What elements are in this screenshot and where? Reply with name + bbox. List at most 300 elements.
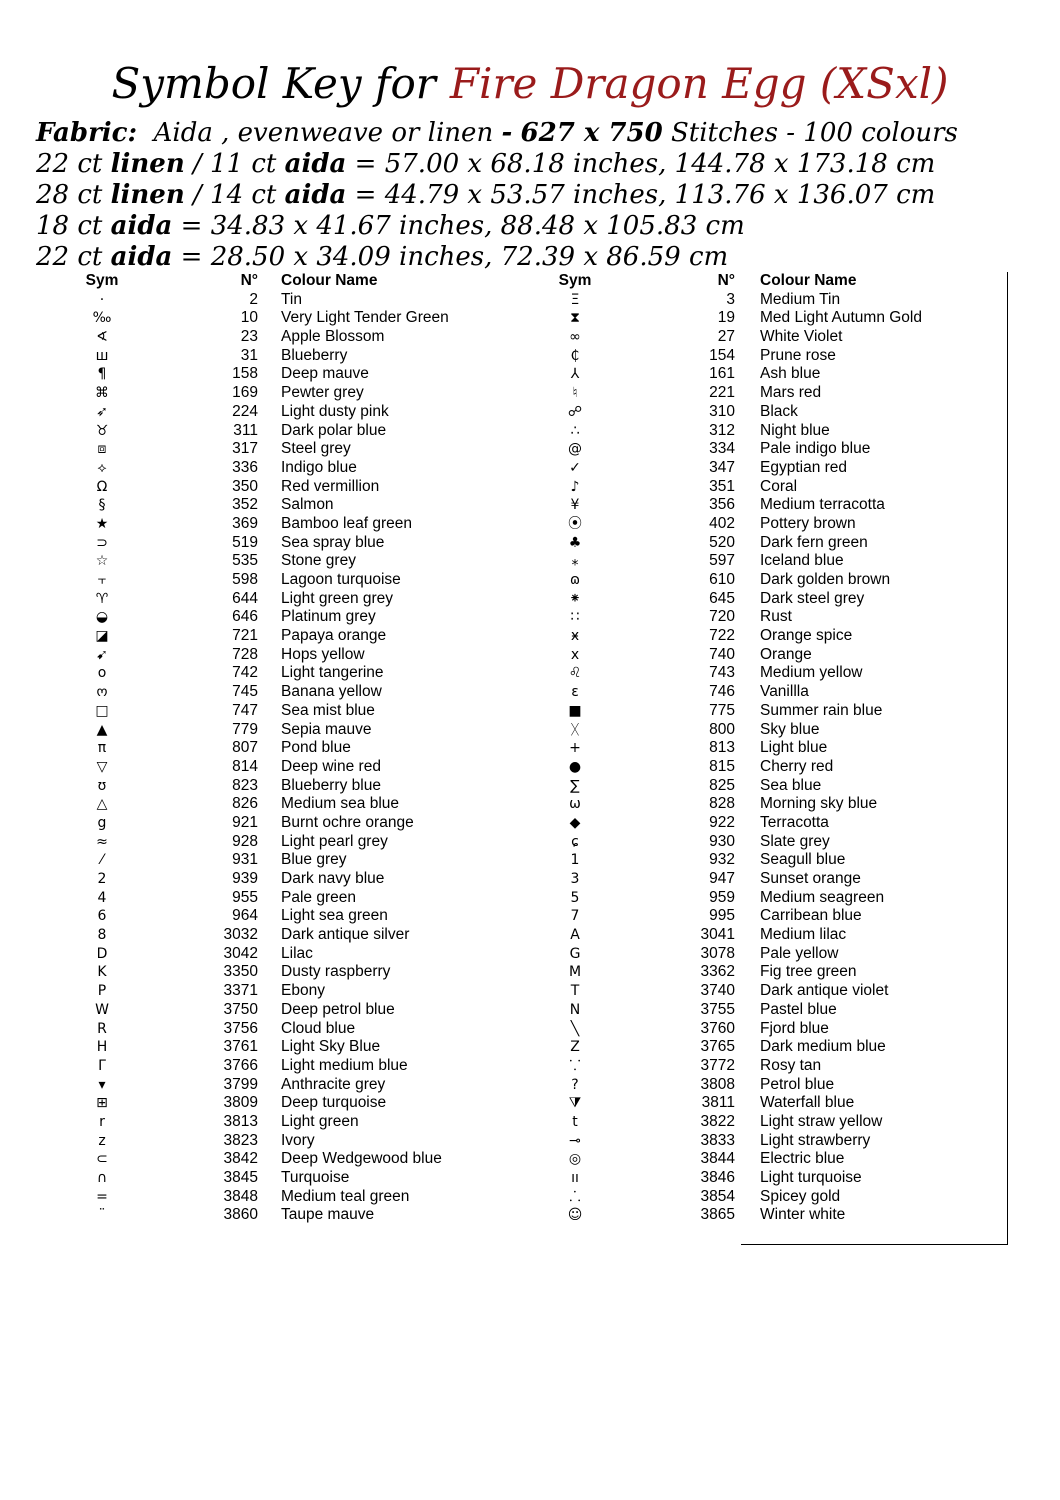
size-line bbox=[36, 211, 1036, 242]
colour-name: Deep wine red bbox=[281, 757, 381, 775]
thread-number: 224 bbox=[232, 402, 258, 420]
stitch-symbol: ¥ bbox=[570, 497, 580, 514]
stitch-symbol: ∢ bbox=[96, 329, 108, 346]
colour-name: Deep petrol blue bbox=[281, 1000, 395, 1018]
stitch-symbol: ◒ bbox=[95, 609, 109, 626]
stitch-symbol: N bbox=[569, 1001, 581, 1018]
colour-name: Dark fern green bbox=[760, 533, 868, 551]
stitch-symbol: ɕ bbox=[571, 833, 579, 850]
thread-number: 597 bbox=[709, 552, 735, 570]
pattern-name: Fire Dragon Egg (XSxl) bbox=[449, 59, 949, 108]
colour-name: Apple Blossom bbox=[281, 328, 385, 346]
size-text: = 28.50 x 34.09 inches, 72.39 x 86.59 cm bbox=[172, 242, 729, 272]
size-text: / 11 ct bbox=[184, 149, 285, 179]
stitch-symbol: ᚷ bbox=[570, 721, 580, 738]
stitch-symbol: ⁎ bbox=[571, 553, 579, 570]
colour-name: Sunset orange bbox=[760, 870, 861, 887]
stitch-symbol: ? bbox=[571, 1076, 579, 1093]
colour-name: Ash blue bbox=[760, 365, 821, 383]
thread-number: 3865 bbox=[700, 1206, 735, 1224]
thread-number: 3822 bbox=[700, 1112, 735, 1130]
thread-number: 3844 bbox=[700, 1150, 735, 1168]
stitch-symbol: ɷ bbox=[569, 572, 581, 588]
colour-name: Sea blue bbox=[760, 776, 822, 794]
colour-name: Waterfall blue bbox=[760, 1094, 855, 1112]
stitch-symbol: 1 bbox=[570, 852, 580, 869]
thread-number: 3 bbox=[726, 290, 735, 308]
stitch-symbol: K bbox=[97, 964, 107, 981]
colour-name: Ebony bbox=[281, 982, 325, 1000]
colour-name: Cherry red bbox=[760, 757, 834, 775]
stitch-symbol: ∴ bbox=[570, 422, 580, 439]
colour-name: Dark golden brown bbox=[760, 571, 891, 588]
stitch-symbol: ⊃ bbox=[96, 534, 108, 551]
stitch-symbol: 8 bbox=[97, 927, 107, 944]
thread-number: 939 bbox=[232, 870, 258, 887]
stitch-symbol: ☺ bbox=[567, 1207, 583, 1224]
thread-number: 747 bbox=[232, 701, 258, 719]
thread-number: 2 bbox=[249, 290, 258, 308]
thread-number: 3760 bbox=[700, 1019, 735, 1037]
stitch-symbol: ∑ bbox=[570, 777, 580, 794]
thread-number: 814 bbox=[232, 757, 258, 775]
colour-name: Night blue bbox=[760, 421, 830, 439]
colour-name: Rust bbox=[760, 608, 792, 626]
colour-name: Blueberry blue bbox=[281, 776, 381, 794]
stitch-symbol: § bbox=[98, 497, 106, 514]
table-bottom-border bbox=[741, 1244, 1008, 1245]
fabric-label: Fabric: bbox=[36, 118, 138, 148]
thread-number: 317 bbox=[232, 440, 258, 458]
stitch-symbol: M bbox=[568, 964, 582, 981]
page-title bbox=[0, 58, 1060, 110]
colour-name: Winter white bbox=[760, 1206, 846, 1224]
thread-number: 3811 bbox=[701, 1094, 735, 1112]
colour-name: Morning sky blue bbox=[760, 795, 878, 813]
stitch-symbol: ◪ bbox=[95, 628, 109, 645]
thread-number: 351 bbox=[709, 477, 735, 495]
thread-number: 721 bbox=[232, 627, 258, 645]
stitch-symbol: g bbox=[97, 814, 107, 831]
stitch-symbol: z bbox=[98, 1132, 106, 1149]
stitch-symbol: P bbox=[97, 983, 107, 1000]
thread-number: 928 bbox=[232, 832, 258, 850]
fabric-suffix: Stitches - 100 colours bbox=[670, 118, 958, 148]
stitch-symbol: ⟡ bbox=[97, 459, 107, 476]
colour-name: Sky blue bbox=[760, 720, 820, 738]
colour-name: Dark antique silver bbox=[281, 926, 410, 944]
stitch-symbol: ♈ bbox=[95, 590, 109, 607]
colour-name: Stone grey bbox=[281, 552, 356, 570]
colour-name: Anthracite grey bbox=[281, 1075, 386, 1093]
stitch-symbol: ♉ bbox=[95, 422, 109, 439]
thread-number: 23 bbox=[240, 328, 258, 346]
thread-number: 610 bbox=[709, 571, 735, 588]
colour-name: Dark polar blue bbox=[281, 421, 387, 439]
stitch-symbol: ➹ bbox=[96, 646, 108, 663]
colour-name: Pale yellow bbox=[760, 944, 839, 962]
stitch-symbol: ♪ bbox=[570, 478, 580, 495]
colour-name: Black bbox=[760, 402, 798, 420]
colour-name: Slate grey bbox=[760, 832, 830, 850]
colour-name: Light blue bbox=[760, 739, 828, 757]
stitch-symbol: ⁄ bbox=[100, 852, 104, 869]
thread-number: 10 bbox=[240, 309, 258, 327]
colour-name: Papaya orange bbox=[281, 627, 387, 645]
thread-number: 644 bbox=[232, 589, 258, 607]
thread-number: 815 bbox=[709, 757, 735, 775]
size-fabric: aida bbox=[110, 211, 173, 241]
colour-name: Light sea green bbox=[281, 907, 388, 925]
colour-name: Petrol blue bbox=[760, 1075, 835, 1093]
title-prefix: Symbol Key for bbox=[111, 59, 436, 108]
thread-number: 3813 bbox=[223, 1112, 258, 1130]
thread-number: 3823 bbox=[223, 1131, 258, 1149]
colour-name: Rosy tan bbox=[760, 1056, 822, 1074]
thread-number: 312 bbox=[709, 421, 735, 439]
stitch-symbol: ∞ bbox=[569, 329, 581, 346]
colour-name: Light strawberry bbox=[760, 1131, 871, 1149]
thread-number: 743 bbox=[709, 664, 735, 682]
stitch-symbol: Γ bbox=[98, 1057, 106, 1074]
thread-number: 356 bbox=[709, 496, 735, 514]
thread-number: 3846 bbox=[700, 1169, 735, 1186]
thread-number: 3740 bbox=[700, 982, 735, 1000]
thread-number: 740 bbox=[709, 645, 735, 663]
thread-number: 3799 bbox=[223, 1075, 258, 1093]
thread-number: 932 bbox=[709, 851, 735, 869]
stitch-symbol: G bbox=[569, 945, 581, 962]
colour-name: Deep mauve bbox=[281, 365, 369, 383]
thread-number: 169 bbox=[232, 384, 258, 402]
number-header: N° bbox=[240, 272, 258, 289]
thread-number: 519 bbox=[232, 533, 258, 551]
thread-number: 3833 bbox=[700, 1131, 735, 1149]
stitch-symbol: T bbox=[570, 983, 580, 1000]
colour-name: Light tangerine bbox=[281, 664, 384, 682]
stitch-symbol: ▽ bbox=[96, 758, 108, 775]
thread-number: 3854 bbox=[700, 1187, 735, 1205]
stitch-symbol: ■ bbox=[568, 702, 582, 719]
colour-name: Medium lilac bbox=[760, 926, 847, 944]
thread-number: 3371 bbox=[223, 982, 258, 1000]
stitch-symbol: Ξ bbox=[570, 291, 580, 308]
size-text: = 34.83 x 41.67 inches, 88.48 x 105.83 cm bbox=[172, 211, 745, 241]
thread-number: 922 bbox=[709, 813, 735, 831]
stitch-symbol: ∩ bbox=[96, 1170, 108, 1186]
thread-number: 959 bbox=[709, 888, 735, 906]
stitch-symbol: ∷ bbox=[570, 609, 580, 626]
stitch-symbol: ⁕ bbox=[569, 590, 581, 607]
colour-name: Orange spice bbox=[760, 627, 853, 645]
thread-number: 158 bbox=[232, 365, 258, 383]
colour-name: Spicey gold bbox=[760, 1187, 841, 1205]
colour-name: Platinum grey bbox=[281, 608, 376, 626]
stitch-symbol: H bbox=[96, 1039, 108, 1056]
stitch-symbol: ♣ bbox=[568, 534, 582, 551]
thread-number: 598 bbox=[232, 571, 258, 588]
thread-number: 742 bbox=[232, 664, 258, 682]
stitch-symbol: ӿ bbox=[570, 628, 580, 645]
colour-name: Dark antique violet bbox=[760, 982, 889, 1000]
colour-name: Red vermillion bbox=[281, 477, 380, 495]
stitch-symbol: □ bbox=[95, 702, 109, 719]
thread-number: 3842 bbox=[223, 1150, 258, 1168]
stitch-symbol: 7 bbox=[570, 908, 580, 925]
size-line bbox=[36, 180, 1036, 211]
thread-number: 728 bbox=[232, 645, 258, 663]
colour-name: Medium Tin bbox=[760, 290, 841, 308]
stitch-symbol: ₵ bbox=[570, 347, 580, 364]
thread-number: 221 bbox=[709, 384, 735, 402]
stitch-symbol: ✓ bbox=[569, 459, 581, 476]
thread-number: 350 bbox=[232, 477, 258, 495]
stitch-symbol: ◎ bbox=[568, 1151, 582, 1168]
thread-number: 3765 bbox=[700, 1038, 735, 1056]
thread-number: 154 bbox=[709, 346, 735, 364]
colour-name: Dusty raspberry bbox=[281, 963, 391, 981]
thread-number: 3766 bbox=[223, 1056, 258, 1074]
size-line bbox=[36, 149, 1036, 180]
colour-name: Light pearl grey bbox=[281, 832, 388, 850]
thread-number: 931 bbox=[232, 851, 258, 869]
colour-name-header: Colour Name bbox=[760, 272, 857, 289]
thread-number: 352 bbox=[232, 496, 258, 514]
colour-name: Vanillla bbox=[760, 683, 809, 701]
colour-name: Light green grey bbox=[281, 589, 394, 607]
colour-name: Pond blue bbox=[281, 739, 351, 757]
stitch-symbol: ¨ bbox=[98, 1207, 106, 1224]
thread-number: 347 bbox=[709, 458, 735, 476]
stitch-symbol: ▲ bbox=[96, 721, 108, 738]
stitch-symbol: 3 bbox=[570, 871, 580, 887]
colour-name: Pastel blue bbox=[760, 1000, 837, 1018]
stitch-symbol: ★ bbox=[95, 515, 109, 532]
thread-number: 3362 bbox=[700, 963, 735, 981]
colour-name: Light dusty pink bbox=[281, 402, 389, 420]
colour-name: Hops yellow bbox=[281, 645, 365, 663]
stitch-symbol: @ bbox=[568, 441, 582, 458]
thread-number: 995 bbox=[709, 907, 735, 925]
size-text: = 44.79 x 53.57 inches, 113.76 x 136.07 cm bbox=[346, 180, 936, 210]
thread-number: 921 bbox=[232, 813, 258, 831]
colour-name: Light straw yellow bbox=[760, 1112, 883, 1130]
thread-number: 722 bbox=[709, 627, 735, 645]
stitch-symbol: 2 bbox=[97, 871, 107, 887]
colour-name: Blueberry bbox=[281, 346, 348, 364]
colour-name: Coral bbox=[760, 477, 798, 495]
size-fabric: aida bbox=[284, 180, 347, 210]
stitch-symbol: R bbox=[97, 1020, 107, 1037]
thread-number: 823 bbox=[232, 776, 258, 794]
stitch-symbol: x bbox=[570, 646, 580, 663]
thread-number: 369 bbox=[232, 514, 258, 532]
stitch-symbol: W bbox=[95, 1001, 109, 1018]
size-text: 28 ct bbox=[36, 180, 111, 210]
stitch-symbol: ш bbox=[95, 347, 109, 364]
stitch-symbol: ⫟ bbox=[97, 572, 107, 588]
stitch-symbol: r bbox=[99, 1113, 105, 1130]
stitch-symbol: ⅄ bbox=[570, 366, 580, 383]
size-text: 22 ct bbox=[36, 149, 111, 179]
thread-number: 3032 bbox=[223, 926, 258, 944]
stitch-symbol: ≈ bbox=[96, 833, 108, 850]
thread-number: 3772 bbox=[700, 1056, 735, 1074]
thread-number: 311 bbox=[233, 421, 258, 439]
stitch-symbol: ♌ bbox=[568, 665, 582, 682]
thread-number: 3755 bbox=[700, 1000, 735, 1018]
thread-number: 3860 bbox=[223, 1206, 258, 1224]
thread-number: 3350 bbox=[223, 963, 258, 981]
thread-number: 336 bbox=[232, 458, 258, 476]
colour-name: Sea spray blue bbox=[281, 533, 385, 551]
colour-name: Medium terracotta bbox=[760, 496, 885, 514]
colour-name: Terracotta bbox=[760, 813, 829, 831]
colour-name: Pale indigo blue bbox=[760, 440, 871, 458]
colour-name: Light green bbox=[281, 1112, 359, 1130]
thread-number: 3750 bbox=[223, 1000, 258, 1018]
thread-number: 535 bbox=[232, 552, 258, 570]
table-right-border bbox=[1007, 272, 1008, 1244]
colour-name: Taupe mauve bbox=[281, 1206, 375, 1224]
stitch-symbol: ➶ bbox=[96, 403, 108, 420]
colour-name: Turquoise bbox=[281, 1169, 350, 1186]
stitch-symbol: ⊂ bbox=[96, 1151, 108, 1168]
sym-header: Sym bbox=[85, 272, 119, 289]
fabric-line bbox=[36, 118, 1036, 149]
colour-name: Bamboo leaf green bbox=[281, 514, 412, 532]
stitch-symbol: 6 bbox=[97, 908, 107, 925]
colour-name: Light turquoise bbox=[760, 1169, 862, 1186]
size-fabric: linen bbox=[110, 180, 185, 210]
colour-name: Dark navy blue bbox=[281, 870, 385, 887]
stitch-symbol: ☆ bbox=[95, 553, 109, 570]
stitch-symbol: ⸫ bbox=[569, 1188, 581, 1205]
stitch-symbol: = bbox=[96, 1188, 108, 1205]
stitch-symbol: D bbox=[96, 945, 108, 962]
size-line bbox=[36, 242, 1036, 273]
stitch-symbol: Ω bbox=[96, 478, 108, 495]
colour-name: Sea mist blue bbox=[281, 701, 375, 719]
stitch-symbol: ʊ bbox=[97, 777, 107, 794]
stitch-symbol: Z bbox=[570, 1039, 580, 1056]
colour-name: White Violet bbox=[760, 328, 843, 346]
thread-number: 3809 bbox=[223, 1094, 258, 1112]
thread-number: 775 bbox=[709, 701, 735, 719]
colour-name: Indigo blue bbox=[281, 458, 357, 476]
colour-name: Med Light Autumn Gold bbox=[760, 309, 922, 327]
thread-number: 646 bbox=[232, 608, 258, 626]
stitch-symbol: t bbox=[572, 1113, 578, 1130]
thread-number: 310 bbox=[709, 402, 735, 420]
stitch-symbol: 4 bbox=[97, 889, 107, 906]
colour-name: Light medium blue bbox=[281, 1056, 408, 1074]
sym-header: Sym bbox=[558, 272, 592, 289]
size-fabric: aida bbox=[110, 242, 173, 272]
number-header: N° bbox=[717, 272, 735, 289]
colour-name: Banana yellow bbox=[281, 683, 382, 701]
colour-name: Ivory bbox=[281, 1131, 315, 1149]
colour-name: Medium teal green bbox=[281, 1187, 410, 1205]
thread-number: 3041 bbox=[700, 926, 735, 944]
thread-number: 828 bbox=[709, 795, 735, 813]
colour-name: Steel grey bbox=[281, 440, 351, 458]
colour-name: Dark steel grey bbox=[760, 589, 865, 607]
colour-name: Fjord blue bbox=[760, 1019, 829, 1037]
colour-name: Fig tree green bbox=[760, 963, 857, 981]
thread-number: 3042 bbox=[223, 944, 258, 962]
size-text: = 57.00 x 68.18 inches, 144.78 x 173.18 cm bbox=[346, 149, 936, 179]
thread-number: 31 bbox=[240, 346, 258, 364]
stitch-symbol: ε bbox=[571, 684, 579, 701]
colour-name: Very Light Tender Green bbox=[281, 309, 449, 327]
stitch-symbol: ╲ bbox=[570, 1020, 580, 1037]
thread-number: 402 bbox=[709, 514, 735, 532]
thread-number: 930 bbox=[709, 832, 735, 850]
colour-name: Medium seagreen bbox=[760, 888, 885, 906]
size-fabric: aida bbox=[284, 149, 347, 179]
thread-number: 720 bbox=[709, 608, 735, 626]
thread-number: 745 bbox=[232, 683, 258, 701]
colour-name: Lilac bbox=[281, 944, 313, 962]
stitch-symbol: ⊞ bbox=[96, 1095, 108, 1112]
colour-name: Iceland blue bbox=[760, 552, 844, 570]
colour-name: Orange bbox=[760, 645, 812, 663]
colour-name: Burnt ochre orange bbox=[281, 813, 414, 831]
thread-number: 955 bbox=[232, 888, 258, 906]
colour-name: Dark medium blue bbox=[760, 1038, 886, 1056]
colour-name: Deep Wedgewood blue bbox=[281, 1150, 442, 1168]
thread-number: 947 bbox=[709, 870, 735, 887]
thread-number: 19 bbox=[717, 309, 735, 327]
colour-name: Cloud blue bbox=[281, 1019, 356, 1037]
size-text: 18 ct bbox=[36, 211, 111, 241]
colour-name: Seagull blue bbox=[760, 851, 846, 869]
colour-name: Electric blue bbox=[760, 1150, 845, 1168]
colour-name: Summer rain blue bbox=[760, 701, 883, 719]
colour-name: Medium yellow bbox=[760, 664, 863, 682]
thread-number: 3761 bbox=[223, 1038, 258, 1056]
stitch-symbol: o bbox=[97, 665, 107, 682]
stitch-symbol: π bbox=[97, 740, 107, 757]
colour-name: Sepia mauve bbox=[281, 720, 372, 738]
colour-name: Lagoon turquoise bbox=[281, 571, 401, 588]
thread-number: 334 bbox=[709, 440, 735, 458]
stitch-symbol: △ bbox=[96, 796, 108, 813]
stitch-count: 627 x 750 bbox=[520, 118, 663, 148]
colour-name: Salmon bbox=[281, 496, 334, 514]
colour-name: Pewter grey bbox=[281, 384, 364, 402]
thread-number: 520 bbox=[709, 533, 735, 551]
stitch-symbol: A bbox=[570, 927, 580, 944]
colour-name: Pottery brown bbox=[760, 514, 856, 532]
stitch-symbol: ⧩ bbox=[568, 1095, 582, 1112]
thread-number: 779 bbox=[232, 720, 258, 738]
colour-name: Medium sea blue bbox=[281, 795, 400, 813]
stitch-symbol: ⦿ bbox=[568, 515, 582, 532]
thread-number: 27 bbox=[717, 328, 735, 346]
colour-name: Prune rose bbox=[760, 346, 836, 364]
thread-number: 825 bbox=[709, 776, 735, 794]
thread-number: 807 bbox=[232, 739, 258, 757]
stitch-symbol: ☍ bbox=[567, 403, 583, 420]
thread-number: 3845 bbox=[223, 1169, 258, 1186]
thread-number: 826 bbox=[232, 795, 258, 813]
stitch-symbol: ♮ bbox=[572, 385, 578, 402]
size-text: / 14 ct bbox=[184, 180, 285, 210]
thread-number: 161 bbox=[709, 365, 735, 383]
stitch-symbol: ⊸ bbox=[569, 1132, 581, 1149]
